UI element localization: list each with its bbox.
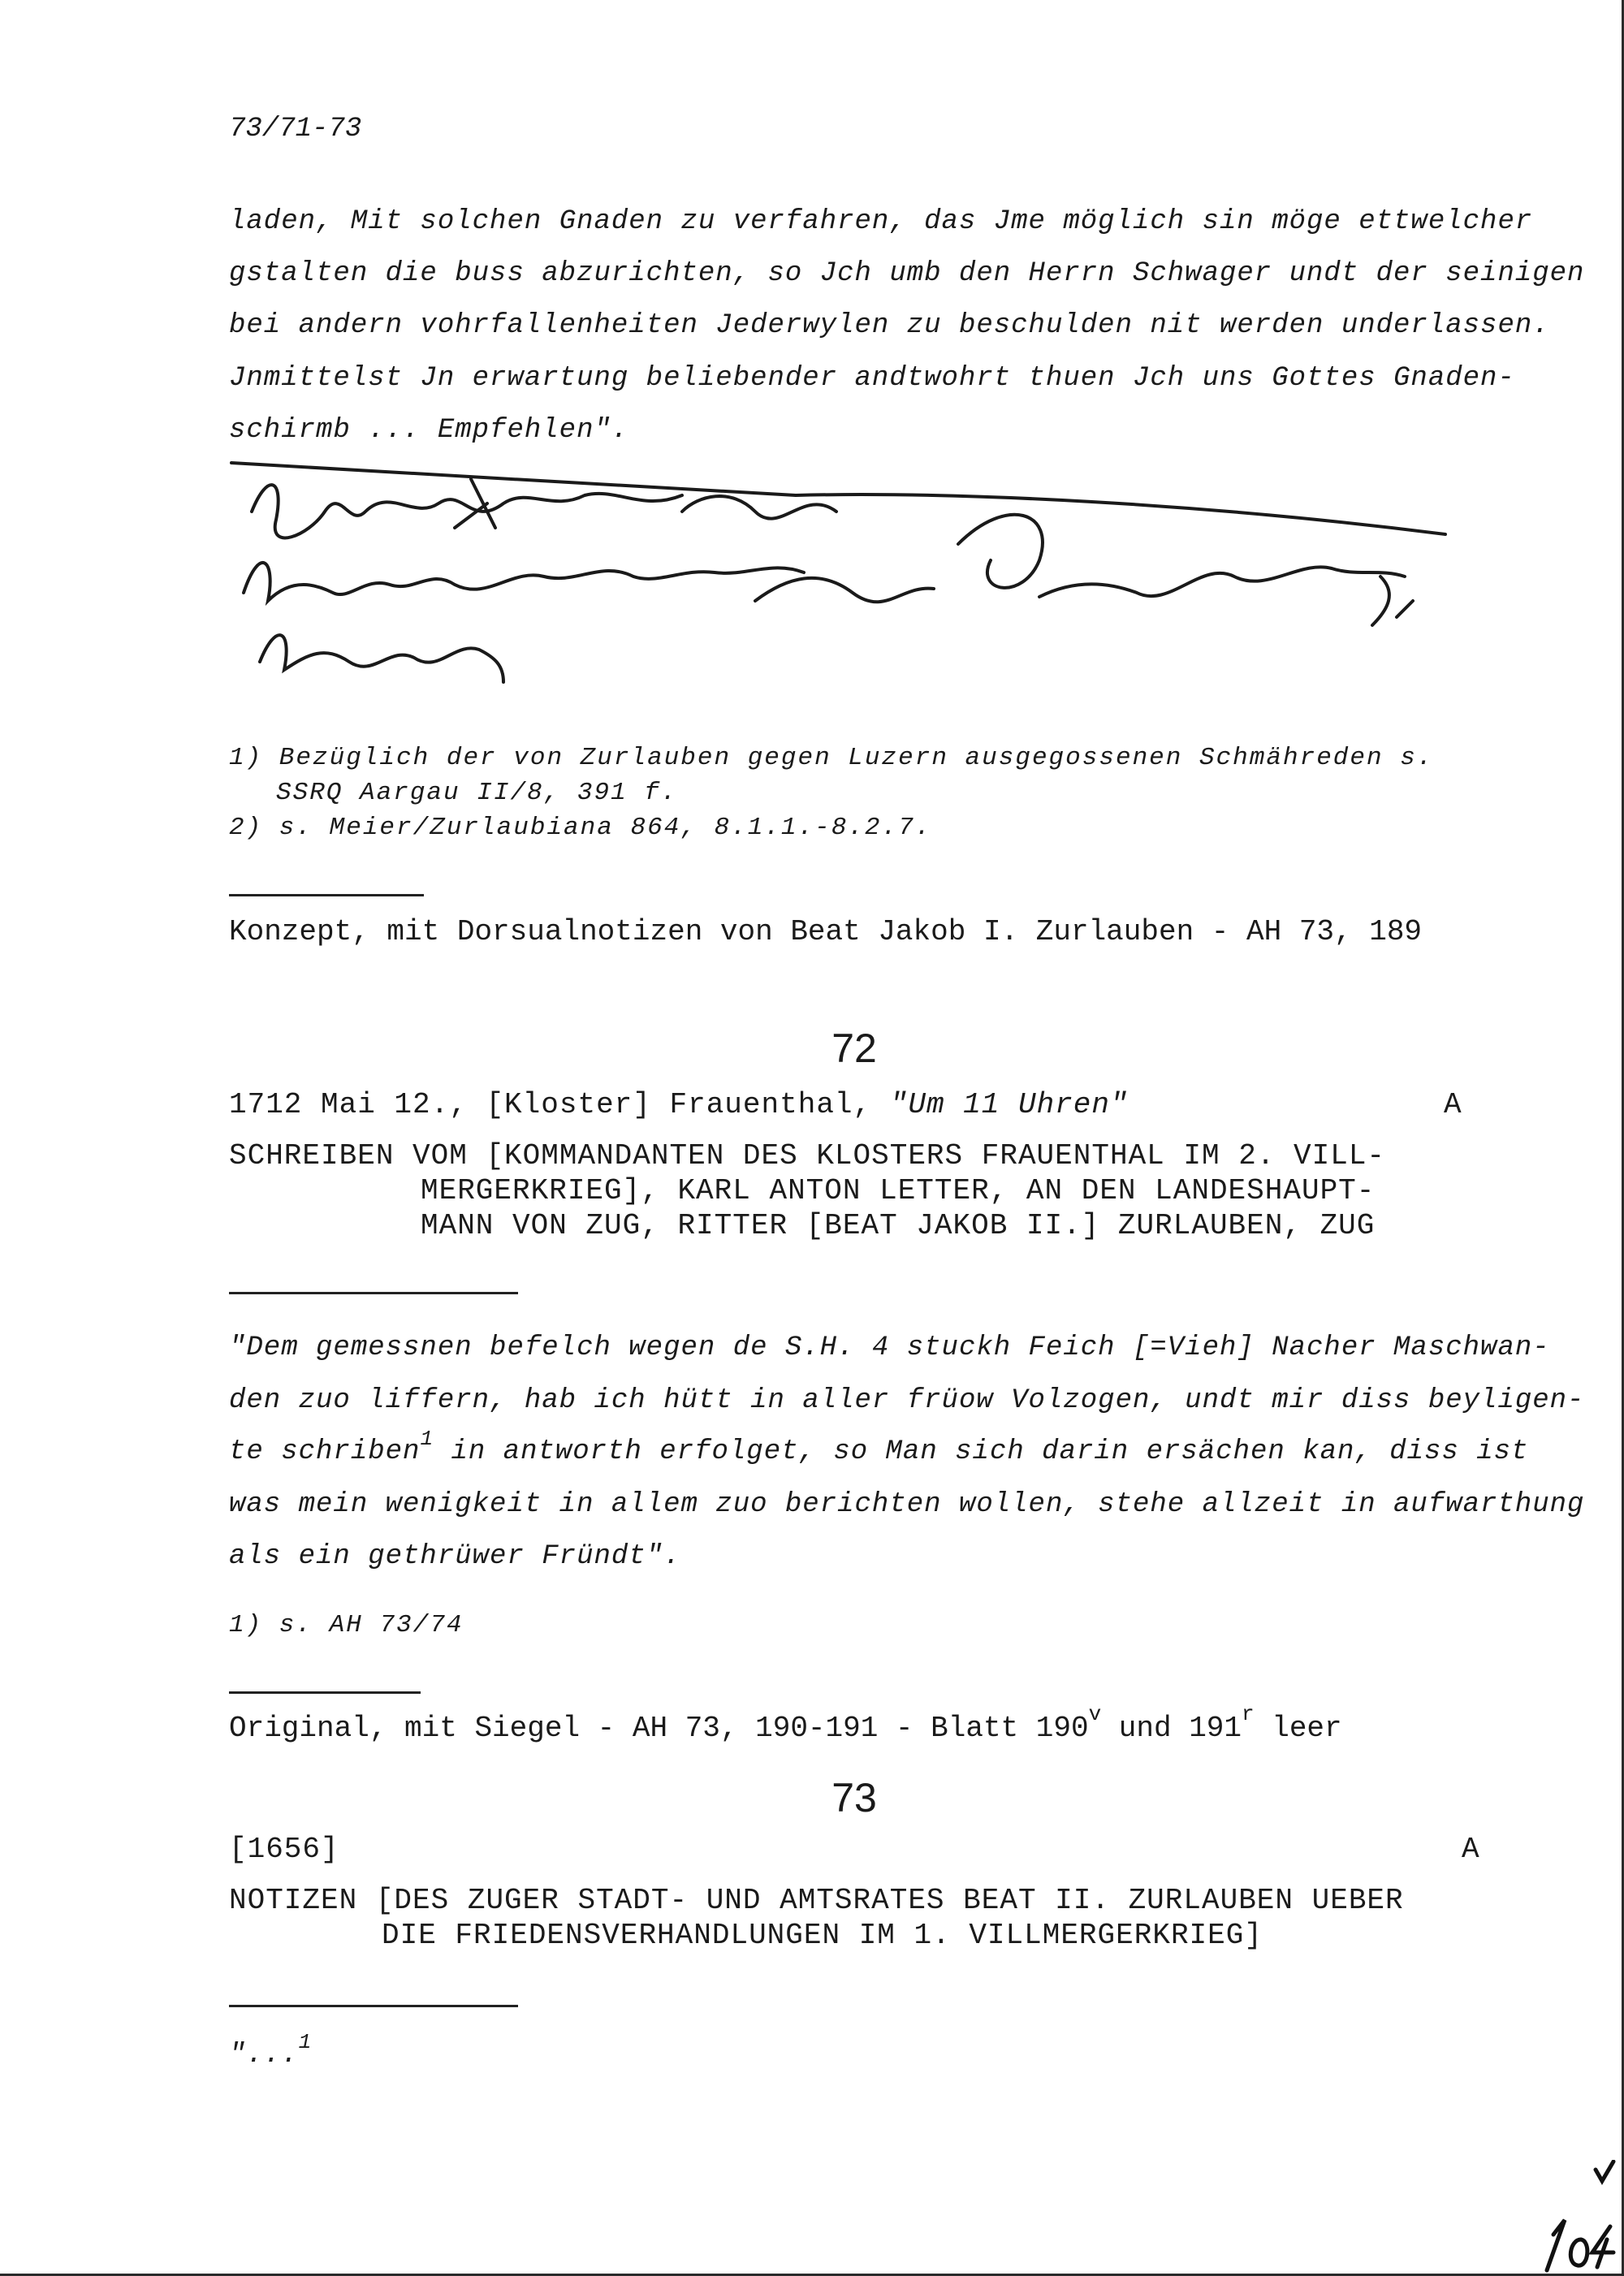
divider-rule [229,2005,518,2007]
entry-72-text-line-5: als ein gethrüwer Fründt". [229,1541,681,1572]
entry-72-text-line-1: "Dem gemessnen befelch wegen de S.H. 4 stuckh Feich [=Vieh] Nacher Maschwan- [229,1332,1550,1363]
entry-72-time: "Um 11 Uhren" [889,1088,1129,1121]
entry-72-text-line-4: was mein wenigkeit in allem zuo berichten wollen, stehe allzeit in aufwarthung [229,1489,1585,1520]
entry-73-date: [1656] [229,1833,339,1866]
letter-71-line-3: bei andern vohrfallenheiten Jederwylen zu beschulden nit werden underlassen. [229,310,1550,341]
footnote-2: 2) s. Meier/Zurlaubiana 864, 8.1.1.-8.2.7. [229,814,932,842]
letter-71-line-1: laden, Mit solchen Gnaden zu verfahren, das Jme möglich sin möge ettwelcher [229,206,1533,237]
footnote-marker: 1 [420,1427,434,1451]
handwritten-signature-image [227,455,1462,698]
entry-72-date-place: 1712 Mai 12., [Kloster] Frauenthal, "Um 11 Uhren" [229,1088,1129,1121]
entry-72-mark: A [1444,1088,1462,1121]
handwritten-page-number [1539,2160,1620,2274]
divider-rule [229,894,424,896]
entry-72-heading-line-2: MERGERKRIEG], KARL ANTON LETTER, AN DEN LANDESHAUPT- [421,1174,1376,1207]
entry-73-heading-line-1: NOTIZEN [DES ZUGER STADT- UND AMTSRATES BEAT II. ZURLAUBEN UEBER [229,1884,1404,1917]
document-reference: 73/71-73 [229,114,362,145]
entry-72-heading-line-3: MANN VON ZUG, RITTER [BEAT JAKOB II.] ZURLAUBEN, ZUG [421,1209,1376,1242]
entry-72-text-line-3: te schriben$^1$ in antworth erfolget, so Man sich darin ersächen kan, diss ist [229,1427,1529,1467]
entry-72-text-line-2: den zuo liffern, hab ich hütt in aller früow Volzogen, undt mir diss beyligen- [229,1385,1585,1416]
letter-71-line-2: gstalten die buss abzurichten, so Jch umb den Herrn Schwager undt der seinigen [229,258,1585,289]
footnote-1-continued: SSRQ Aargau II/8, 391 f. [276,779,678,807]
entry-number-73: 73 [831,1775,877,1820]
entry-72-heading-line-1: SCHREIBEN VOM [KOMMANDANTEN DES KLOSTERS FRAUENTHAL IM 2. VILL- [229,1139,1386,1173]
source-note-71: Konzept, mit Dorsualnotizen von Beat Jakob I. Zurlauben - AH 73, 189 [229,915,1423,948]
letter-71-line-5: schirmb ... Empfehlen". [229,415,629,446]
source-note-72: Original, mit Siegel - AH 73, 190-191 - Blatt 190$^v$ und 191$^r$ leer [229,1702,1342,1745]
entry-number-72: 72 [831,1026,877,1071]
footnote-marker: 1 [298,2030,313,2054]
divider-rule [229,1691,421,1694]
entry-73-text: "...$^1$ [229,2030,313,2071]
divider-rule [229,1292,518,1294]
letter-71-line-4: Jnmittelst Jn erwartung beliebender andtwohrt thuen Jch uns Gottes Gnaden- [229,363,1515,394]
footnote-1: 1) Bezüglich der von Zurlauben gegen Luzern ausgegossenen Schmähreden s. [229,744,1434,772]
entry-72-footnote: 1) s. AH 73/74 [229,1611,464,1639]
entry-73-mark: A [1462,1833,1479,1866]
entry-73-heading-line-2: DIE FRIEDENSVERHANDLUNGEN IM 1. VILLMERGERKRIEG] [382,1919,1263,1952]
